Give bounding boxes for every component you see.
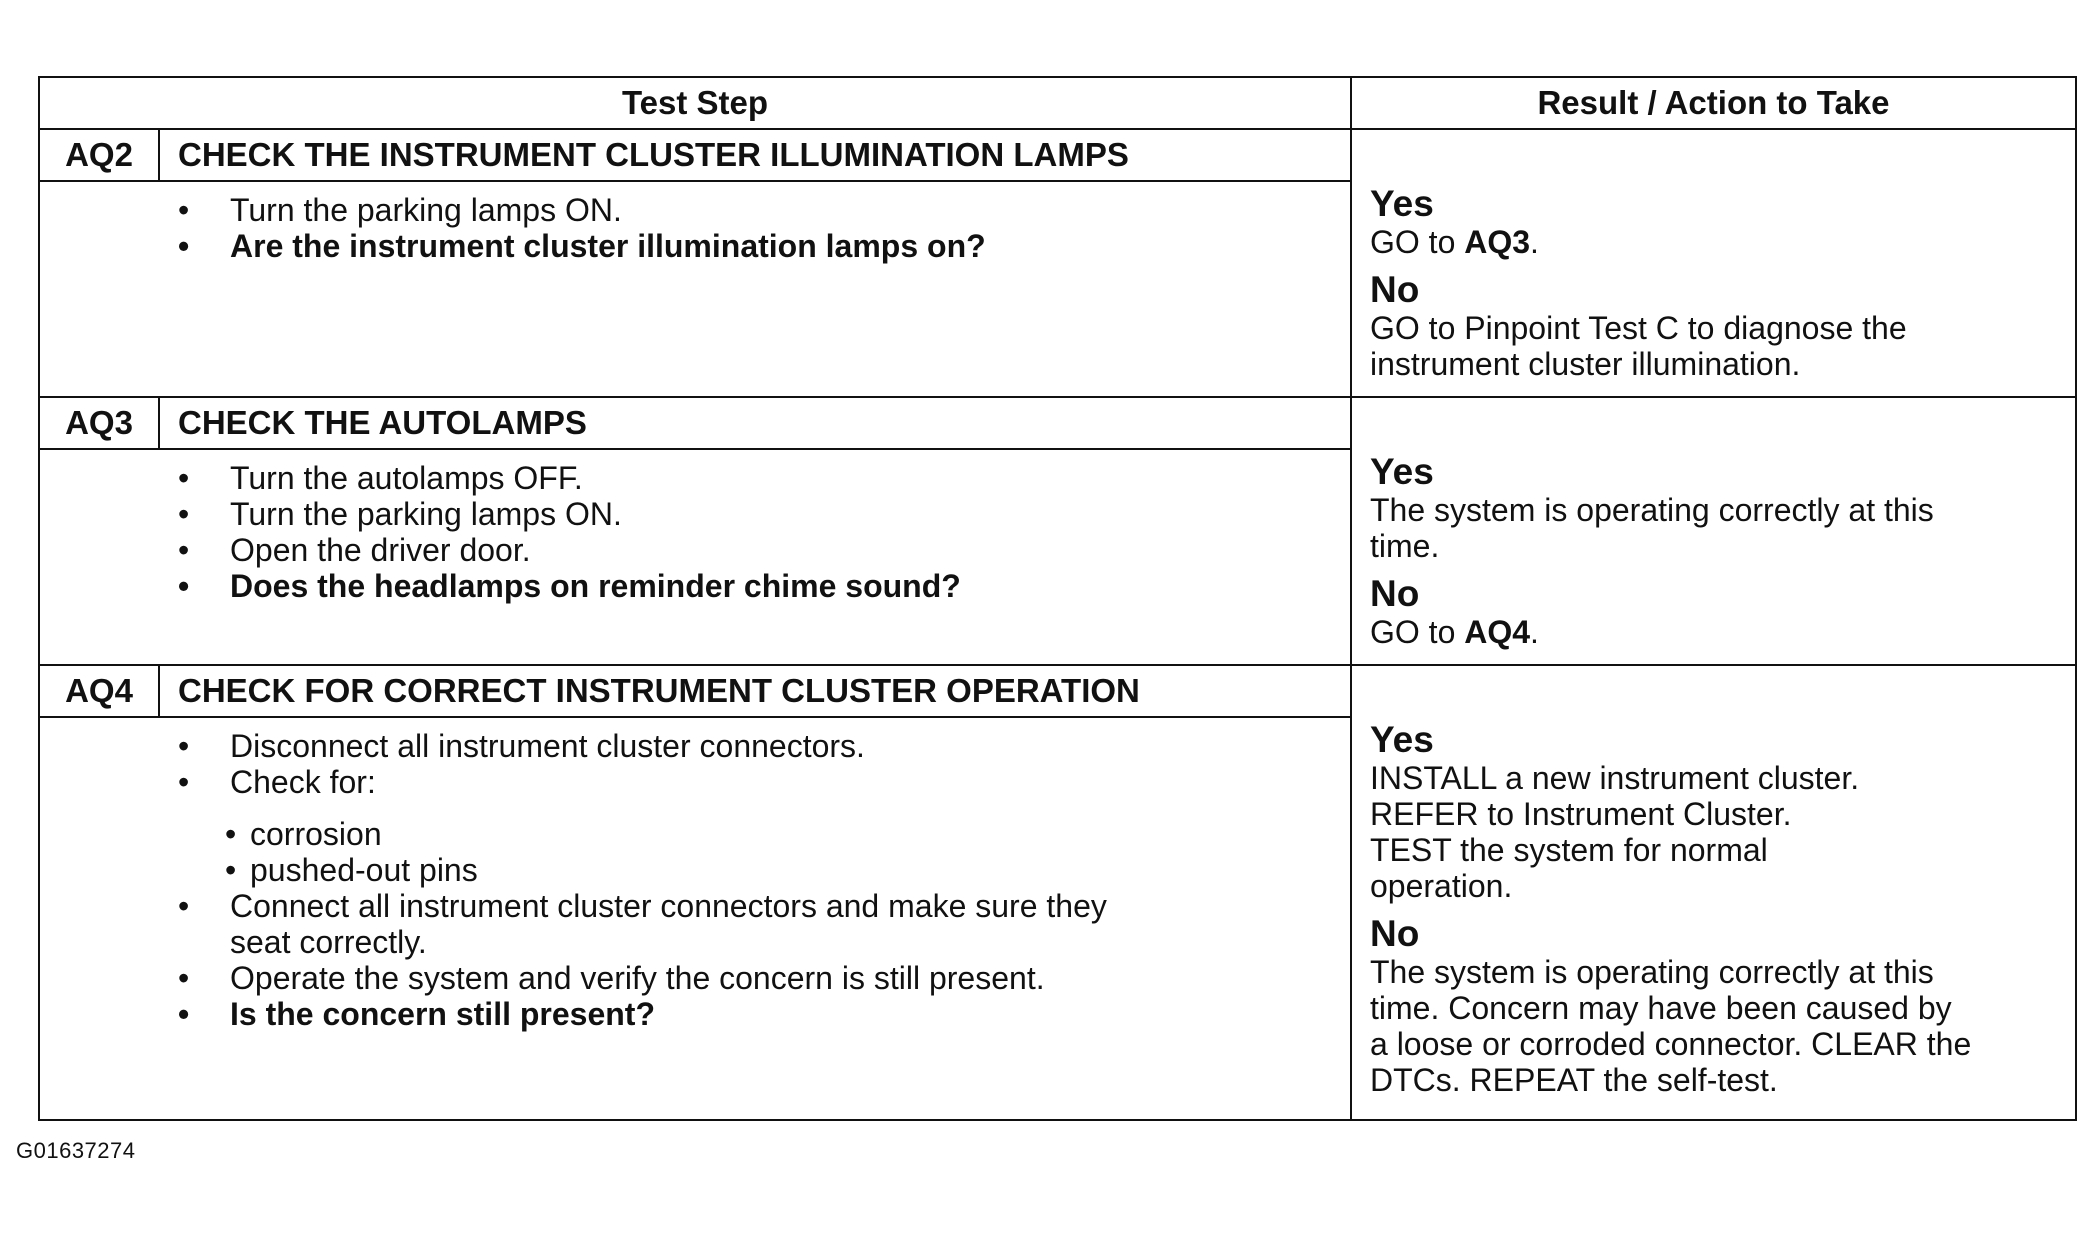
bullet-icon: • (178, 532, 190, 568)
step-aq4 (40, 666, 2075, 1119)
step-instructions (40, 460, 1350, 604)
bullet-icon: • (178, 888, 190, 924)
bullet-icon: • (178, 568, 190, 604)
no-action: The system is operating correctly at this time. Concern may have been caused by a loose or corroded connector. CLEAR the DTCs. REPEAT the self-test. (1370, 954, 1972, 1098)
step-results (1370, 452, 2069, 650)
result-no (1370, 914, 2069, 1098)
bullet-icon: • (178, 460, 190, 496)
result-yes (1370, 452, 2069, 564)
header-test-step: Test Step (621, 84, 769, 121)
bullet-icon: • (225, 816, 237, 852)
diagnostic-table (38, 76, 2077, 1121)
instruction-item: • Open the driver door. (178, 532, 531, 568)
no-label: No (1370, 573, 1420, 614)
step-title-row (40, 130, 1350, 182)
yes-label: Yes (1370, 719, 1434, 760)
instruction-item: • Turn the parking lamps ON. (178, 192, 622, 228)
bullet-icon: • (178, 192, 190, 228)
instruction-question: • Are the instrument cluster illumination lamps on? (178, 228, 986, 264)
step-aq3 (40, 398, 2075, 666)
no-action: GO to Pinpoint Test C to diagnose the instrument cluster illumination. (1370, 310, 1907, 382)
figure-id: G01637274 (16, 1138, 136, 1163)
result-no (1370, 574, 2069, 650)
no-label: No (1370, 269, 1420, 310)
instruction-item: • Operate the system and verify the concern is still present. (178, 960, 1045, 996)
step-title: CHECK THE INSTRUMENT CLUSTER ILLUMINATION LAMPS (178, 136, 1129, 173)
instruction-subitem: • pushed-out pins (225, 852, 478, 888)
bullet-icon: • (178, 960, 190, 996)
step-title-row (40, 666, 1350, 718)
no-action: GO to AQ4. (1370, 614, 1539, 650)
yes-action: The system is operating correctly at this time. (1370, 492, 1934, 564)
step-id: AQ2 (40, 130, 160, 180)
yes-label: Yes (1370, 183, 1434, 224)
step-aq2 (40, 130, 2075, 398)
bullet-icon: • (178, 728, 190, 764)
step-id: AQ4 (40, 666, 160, 716)
instruction-question: • Is the concern still present? (178, 996, 655, 1032)
bullet-icon: • (178, 228, 190, 264)
step-title-row (40, 398, 1350, 450)
bullet-icon: • (178, 996, 190, 1032)
result-yes (1370, 720, 2069, 904)
instruction-item: • Turn the autolamps OFF. (178, 460, 583, 496)
step-title: CHECK FOR CORRECT INSTRUMENT CLUSTER OPERATION (178, 672, 1140, 709)
step-results (1370, 720, 2069, 1098)
instruction-item: • Check for: (178, 764, 376, 800)
result-no (1370, 270, 2069, 382)
instruction-item: • Turn the parking lamps ON. (178, 496, 622, 532)
step-title: CHECK THE AUTOLAMPS (178, 404, 587, 441)
bullet-icon: • (178, 496, 190, 532)
instruction-item: • Disconnect all instrument cluster connectors. (178, 728, 865, 764)
table-header (40, 78, 2075, 130)
bullet-icon: • (178, 764, 190, 800)
step-results (1370, 184, 2069, 382)
yes-action: INSTALL a new instrument cluster. REFER to Instrument Cluster. TEST the system for normal operation. (1370, 760, 1860, 904)
bullet-icon: • (225, 852, 237, 888)
instruction-subitem: • corrosion (225, 816, 382, 852)
result-yes (1370, 184, 2069, 260)
step-instructions (40, 728, 1350, 1032)
yes-label: Yes (1370, 451, 1434, 492)
step-id: AQ3 (40, 398, 160, 448)
header-result-action: Result / Action to Take (1537, 84, 1890, 121)
step-instructions (40, 192, 1350, 264)
instruction-item: • Connect all instrument cluster connectors and make sure they seat correctly. (178, 888, 1107, 960)
no-label: No (1370, 913, 1420, 954)
yes-action: GO to AQ3. (1370, 224, 1539, 260)
instruction-question: • Does the headlamps on reminder chime sound? (178, 568, 961, 604)
